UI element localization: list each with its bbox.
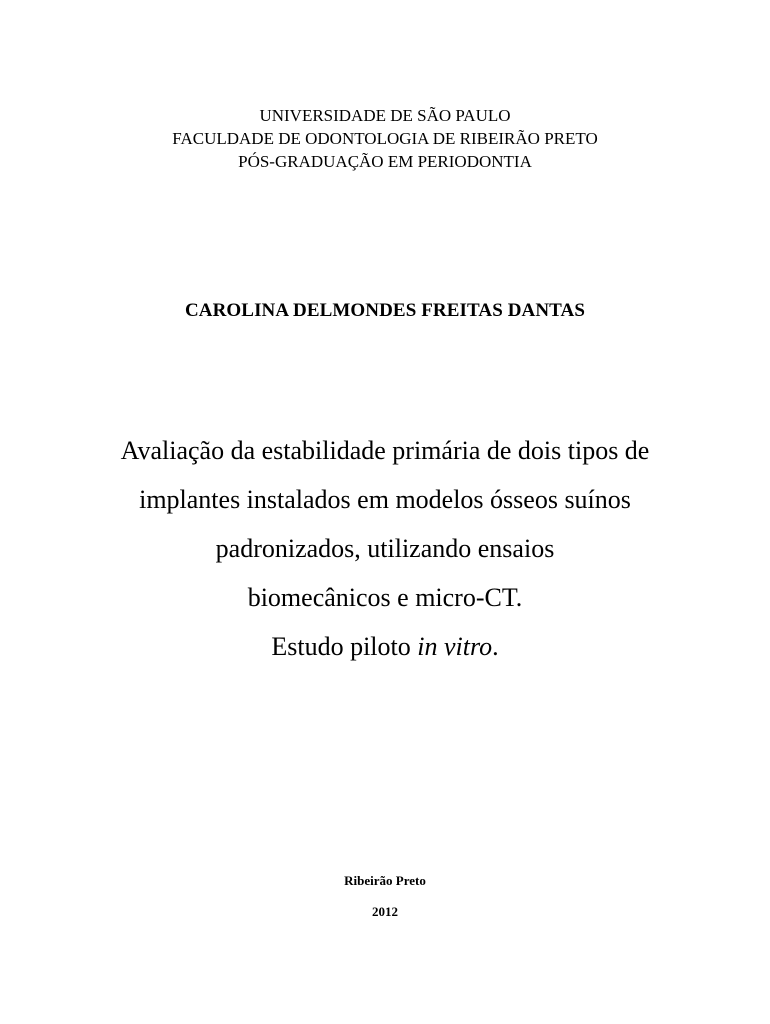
year-label: 2012 — [372, 904, 398, 919]
program-name: PÓS-GRADUAÇÃO EM PERIODONTIA — [238, 152, 532, 171]
faculty-name: FACULDADE DE ODONTOLOGIA DE RIBEIRÃO PRETO — [172, 129, 598, 148]
title-line-2: implantes instalados em modelos ósseos suínos — [139, 485, 631, 514]
title-line-3: padronizados, utilizando ensaios — [215, 534, 555, 563]
title-italic-term: in vitro — [417, 632, 493, 661]
title-line-1: Avaliação da estabilidade primária de dois tipos de — [120, 436, 650, 465]
title-line-5 — [0, 622, 770, 671]
title-line-5-prefix: Estudo piloto — [271, 632, 418, 661]
author-name: CAROLINA DELMONDES FREITAS DANTAS — [184, 300, 586, 321]
university-name: UNIVERSIDADE DE SÃO PAULO — [259, 106, 511, 125]
thesis-title — [0, 426, 770, 671]
city-label: Ribeirão Preto — [344, 873, 426, 888]
title-line-4: biomecânicos e micro-CT. — [247, 583, 523, 612]
institution-header — [0, 104, 770, 173]
title-line-5-suffix: . — [492, 632, 499, 661]
